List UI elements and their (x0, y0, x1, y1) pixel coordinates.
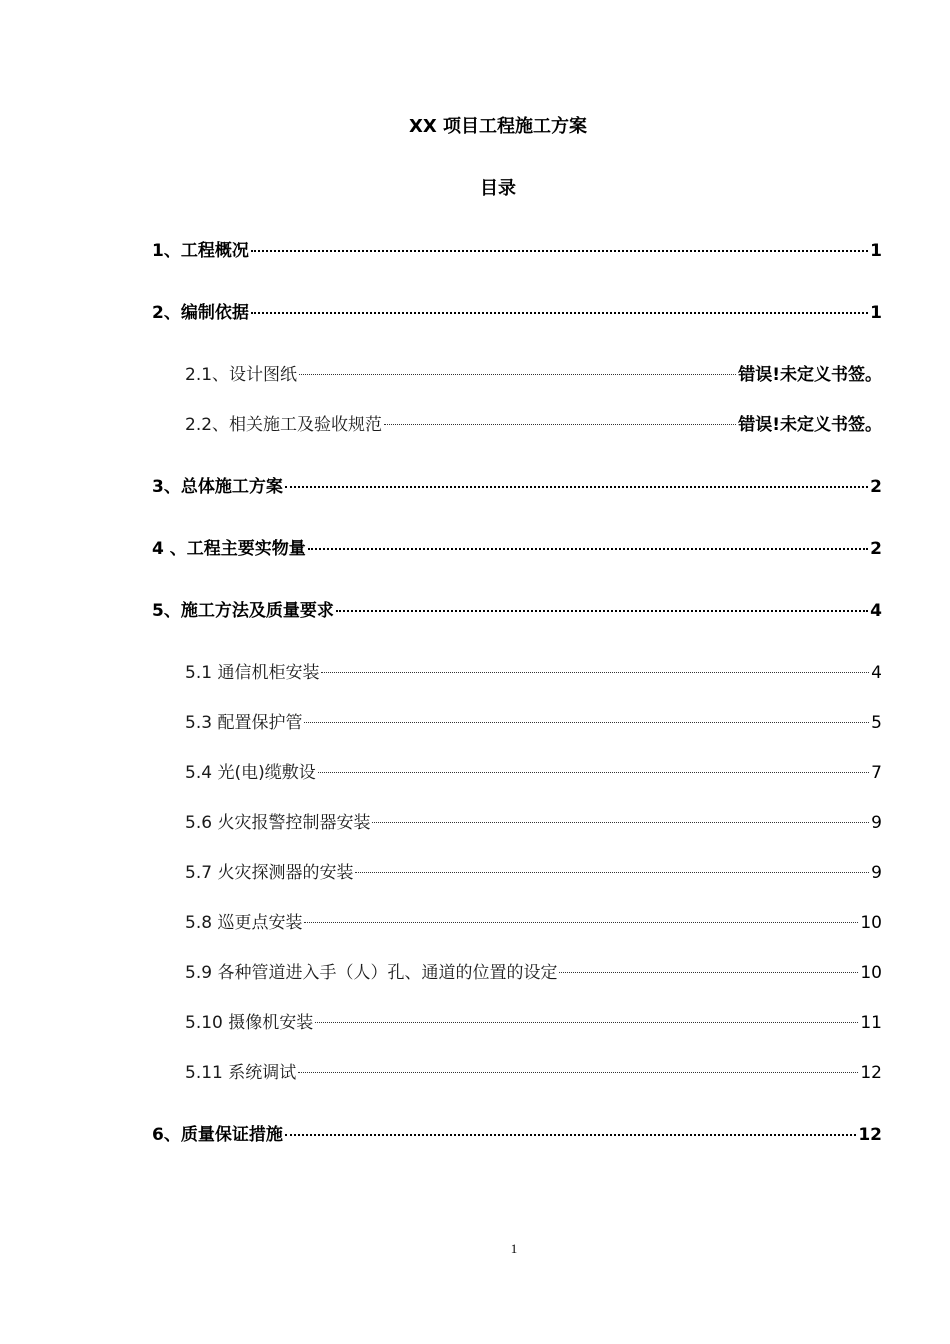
toc-entry-page: 1 (870, 241, 882, 261)
toc-entry-label: 1、工程概况 (152, 241, 249, 261)
toc-leader-dots (355, 872, 869, 873)
toc-leader-dots (251, 312, 868, 314)
toc-leader-dots (315, 1022, 858, 1023)
toc-leader-dots (285, 1134, 856, 1136)
toc-leader-dots (304, 722, 869, 723)
toc-entry-page: 2 (870, 477, 882, 497)
toc-leader-dots (285, 486, 868, 488)
toc-entry-page: 12 (860, 1063, 882, 1083)
toc-entry-label: 6、质量保证措施 (152, 1125, 283, 1145)
toc-entry-page: 4 (870, 601, 882, 621)
toc-entry-page: 12 (858, 1125, 882, 1145)
toc-entry-label: 2.1、设计图纸 (185, 365, 298, 385)
toc-entry[interactable] (185, 908, 882, 933)
toc-entry-page: 10 (860, 963, 882, 983)
toc-entry-label: 5、施工方法及质量要求 (152, 601, 334, 621)
toc-entry-page: 10 (860, 913, 882, 933)
toc-entry[interactable] (185, 758, 882, 783)
toc-entry-page: 11 (860, 1013, 882, 1033)
toc-leader-dots (298, 1072, 858, 1073)
toc-leader-dots (304, 922, 858, 923)
toc-entry-page: 5 (871, 713, 882, 733)
toc-entry-label: 5.10 摄像机安装 (185, 1013, 314, 1033)
toc-entry[interactable] (185, 708, 882, 733)
toc-leader-dots (559, 972, 858, 973)
toc-entry-label: 5.6 火灾报警控制器安装 (185, 813, 371, 833)
toc-entry-label: 5.7 火灾探测器的安装 (185, 863, 354, 883)
toc-entry-page: 1 (870, 303, 882, 323)
toc-leader-dots (336, 610, 868, 612)
toc-entry-label: 2.2、相关施工及验收规范 (185, 415, 383, 435)
toc-leader-dots (384, 424, 736, 425)
toc-entry[interactable] (185, 410, 882, 435)
toc-entry[interactable] (152, 472, 882, 497)
toc-entry[interactable] (152, 236, 882, 261)
toc-entry[interactable] (152, 298, 882, 323)
toc-entry-label: 5.9 各种管道进入手（人）孔、通道的位置的设定 (185, 963, 558, 983)
toc-entry[interactable] (185, 858, 882, 883)
toc-entry-label: 5.4 光(电)缆敷设 (185, 763, 316, 783)
page-number: 1 (510, 1241, 518, 1256)
toc-leader-dots (372, 822, 869, 823)
toc-leader-dots (308, 548, 868, 550)
toc-entry[interactable] (185, 658, 882, 683)
toc-entry-label: 2、编制依据 (152, 303, 249, 323)
toc-leader-dots (251, 250, 868, 252)
toc-entry[interactable] (152, 596, 882, 621)
toc-entry-page: 9 (871, 863, 882, 883)
toc-leader-dots (321, 672, 869, 673)
toc-leader-dots (318, 772, 869, 773)
toc-entry-label: 4 、工程主要实物量 (152, 539, 306, 559)
toc-leader-dots (299, 374, 736, 375)
toc-entry-page: 4 (871, 663, 882, 683)
toc-heading: 目录 (480, 178, 516, 199)
toc-entry-page-error: 错误!未定义书签。 (738, 365, 882, 385)
toc-entry[interactable] (185, 808, 882, 833)
document-title: XX 项目工程施工方案 (408, 116, 588, 137)
toc-entry-label: 3、总体施工方案 (152, 477, 283, 497)
toc-entry[interactable] (185, 1058, 882, 1083)
toc-entry-page-error: 错误!未定义书签。 (738, 415, 882, 435)
toc-entry-page: 7 (871, 763, 882, 783)
toc-entry[interactable] (152, 534, 882, 559)
toc-entry[interactable] (185, 360, 882, 385)
toc-entry-page: 2 (870, 539, 882, 559)
toc-entry-label: 5.1 通信机柜安装 (185, 663, 320, 683)
toc-entry-label: 5.11 系统调试 (185, 1063, 297, 1083)
toc-entry-page: 9 (871, 813, 882, 833)
toc-entry[interactable] (185, 958, 882, 983)
toc-entry-label: 5.3 配置保护管 (185, 713, 303, 733)
toc-entry-label: 5.8 巡更点安装 (185, 913, 303, 933)
toc-entry[interactable] (152, 1120, 882, 1145)
toc-entry[interactable] (185, 1008, 882, 1033)
